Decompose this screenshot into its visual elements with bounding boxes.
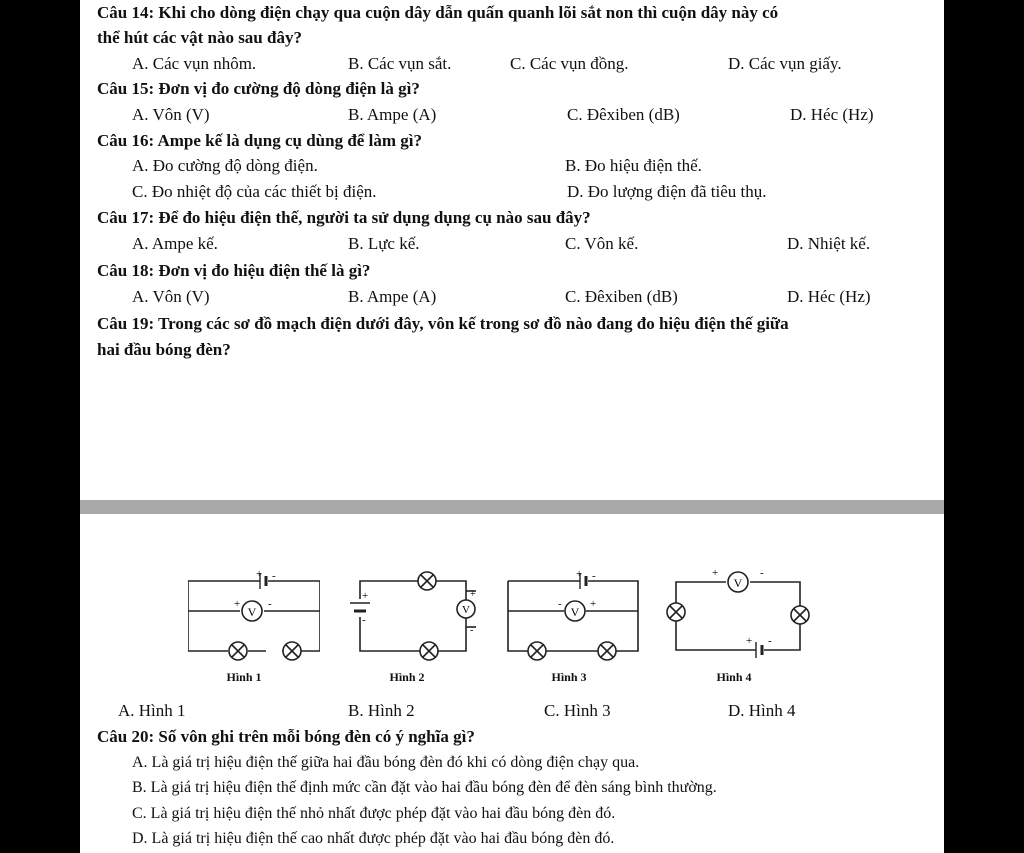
q14-option-c: C. Các vụn đồng. [510,54,629,73]
q15-option-c: C. Đêxiben (dB) [567,105,680,124]
question-15-stem: Câu 15: Đơn vị đo cường độ dòng điện là gì? [97,79,420,98]
fig4-caption: Hình 4 [716,670,752,684]
q17-option-d: D. Nhiệt kế. [787,234,871,253]
question-17-stem: Câu 17: Để đo hiệu điện thế, người ta sử dụng dụng cụ nào sau đây? [97,208,591,227]
fig3-plus-sign: + [576,569,583,580]
fig4-battery-minus: - [768,635,772,647]
q19-option-b: B. Hình 2 [348,701,415,720]
q16-option-d: D. Đo lượng điện đã tiêu thụ. [567,182,767,201]
q14-option-d: D. Các vụn giấy. [728,54,842,73]
question-18-stem: Câu 18: Đơn vị đo hiệu điện thế là gì? [97,261,371,280]
q19-option-c: C. Hình 3 [544,701,611,720]
q20-option-a: A. Là giá trị hiệu điện thế giữa hai đầu bóng đèn đó khi có dòng điện chạy qua. [132,754,640,771]
fig4-battery-plus: + [746,635,753,647]
q20-option-d: D. Là giá trị hiệu điện thế cao nhất được phép đặt vào hai đầu bóng đèn đó. [132,830,615,847]
question-16-stem: Câu 16: Ampe kế là dụng cụ dùng để làm gì? [97,131,422,150]
q16-option-b: B. Đo hiệu điện thế. [565,156,702,175]
q16-option-c: C. Đo nhiệt độ của các thiết bị điện. [132,182,377,201]
fig1-plus-sign: + [256,569,263,580]
question-14-stem-line2: thể hút các vật nào sau đây? [97,28,302,47]
circuit-figure-2 [348,569,484,665]
fig1-minus-sign: - [272,570,276,582]
fig2-voltmeter-minus: - [470,625,474,636]
q17-option-c: C. Vôn kế. [565,234,639,253]
question-19-stem-line1: Câu 19: Trong các sơ đồ mạch điện dưới đây, vôn kế trong sơ đồ nào đang đo hiệu điện thế giữa [97,314,789,333]
q15-option-d: D. Héc (Hz) [790,105,874,124]
q17-option-a: A. Ampe kế. [132,234,218,253]
document-page [80,0,944,853]
q15-option-a: A. Vôn (V) [132,105,210,124]
document-upper-section [80,0,944,500]
q17-option-b: B. Lực kế. [348,234,420,253]
circuit-figure-3 [504,569,644,665]
fig3-caption: Hình 3 [551,670,587,684]
q18-option-c: C. Đêxiben (dB) [565,287,678,306]
q18-option-d: D. Héc (Hz) [787,287,871,306]
fig3-voltmeter-label: V [570,605,580,619]
q20-option-c: C. Là giá trị hiệu điện thế nhỏ nhất được phép đặt vào hai đầu bóng đèn đó. [132,805,616,822]
fig4-voltmeter-label: V [733,576,743,590]
fig1-voltmeter-plus: + [234,598,241,610]
q14-option-a: A. Các vụn nhôm. [132,54,257,73]
fig2-voltmeter-plus: + [470,589,476,600]
q15-option-b: B. Ampe (A) [348,105,437,124]
q19-option-a: A. Hình 1 [118,701,186,720]
q18-option-b: B. Ampe (A) [348,287,437,306]
fig3-voltmeter-plus: + [590,598,597,610]
document-lower-section [80,514,944,853]
fig2-battery-minus: - [362,614,366,626]
question-20-stem: Câu 20: Số vôn ghi trên mỗi bóng đèn có ý nghĩa gì? [97,727,475,746]
circuit-figure-4 [664,564,812,664]
q16-option-a: A. Đo cường độ dòng điện. [132,156,318,175]
fig1-voltmeter-label: V [247,605,257,619]
fig1-caption: Hình 1 [226,670,262,684]
page-separator-bar [80,500,944,514]
q20-option-b: B. Là giá trị hiệu điện thế định mức cần đặt vào hai đầu bóng đèn để đèn sáng bình thường. [132,779,717,796]
fig4-voltmeter-plus: + [712,567,719,579]
fig2-caption: Hình 2 [389,670,425,684]
fig3-minus-sign: - [592,570,596,582]
q14-option-b: B. Các vụn sắt. [348,54,452,73]
question-19-stem-line2: hai đầu bóng đèn? [97,340,231,359]
fig4-voltmeter-minus: - [760,567,764,579]
question-14-stem-line1: Câu 14: Khi cho dòng điện chạy qua cuộn dây dẫn quấn quanh lõi sắt non thì cuộn dây này có [97,3,779,22]
q18-option-a: A. Vôn (V) [132,287,210,306]
fig3-voltmeter-minus: - [558,598,562,610]
circuit-figure-1 [188,569,320,665]
q19-option-d: D. Hình 4 [728,701,796,720]
fig2-battery-plus: + [362,590,369,602]
fig1-voltmeter-minus: - [268,598,272,610]
fig2-voltmeter-label: V [462,604,470,616]
